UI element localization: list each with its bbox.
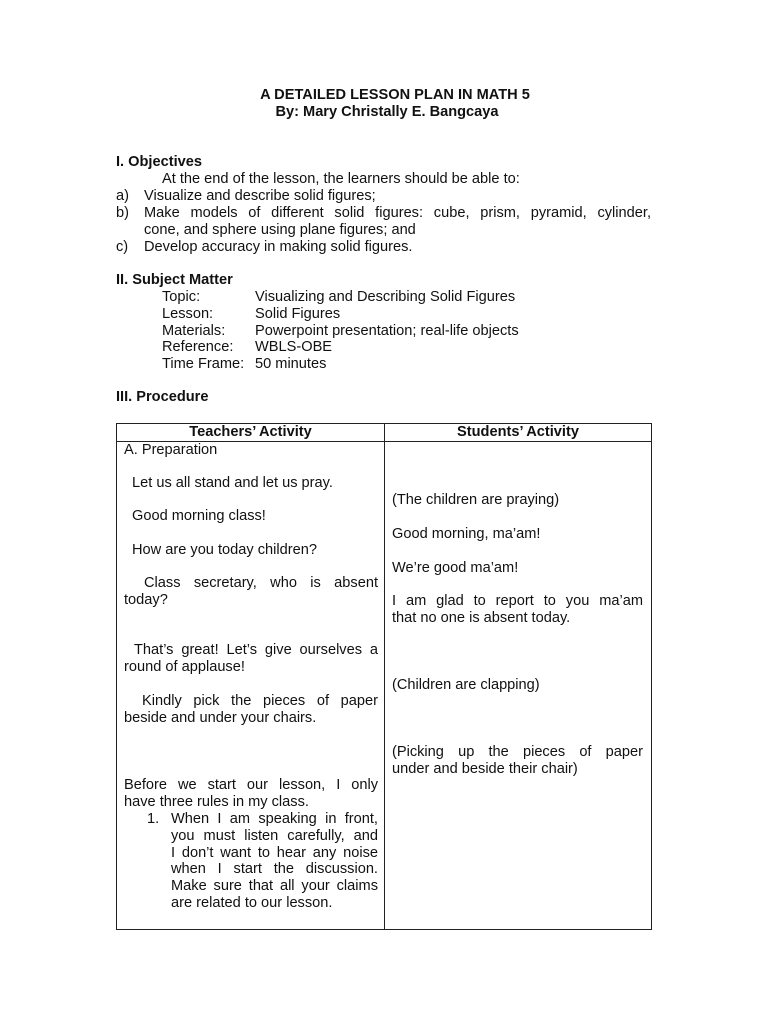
subject-value: WBLS-OBE [255,339,333,355]
subject-value: Visualizing and Describing Solid Figures [255,289,516,305]
objective-c-text: Develop accuracy in making solid figures. [144,239,413,255]
student-praying-line: (The children are praying) [392,492,560,508]
teachers-activity-cell [117,442,385,930]
procedure-heading: III. Procedure [116,389,209,405]
teacher-absent-line: Class secretary, who is absent today? [124,575,378,608]
procedure-table [116,423,652,930]
subject-matter-heading: II. Subject Matter [116,272,233,288]
student-report-line: I am glad to report to you ma’am that no one is absent today. [392,593,643,626]
objective-b-text-line2: cone, and sphere using plane figures; and [144,222,416,238]
student-pick-line: (Picking up the pieces of paper under and beside their chair) [392,744,643,777]
column-header-students: Students’ Activity [385,424,652,442]
subject-value: 50 minutes [255,356,327,372]
students-activity-cell [385,442,652,930]
objective-b-text-line1: Make models of different solid figures: cube, prism, pyramid, cylinder, [144,205,651,221]
rule-item-1: 1. When I am speaking in front, you must listen carefully, and I don’t want to hear any noise when I start the discussion. Make sure that all your claims are related to our lesson. [147,811,378,911]
objective-b-label: b) [116,205,129,221]
student-greet-line: Good morning, ma’am! [392,526,541,542]
objective-a-label: a) [116,188,129,204]
objective-a-text: Visualize and describe solid figures; [144,188,376,204]
teacher-rules-intro: Before we start our lesson, I only have three rules in my class. [124,777,378,810]
teacher-greet-line: Good morning class! [132,508,266,524]
student-good-line: We’re good ma’am! [392,560,519,576]
teacher-pray-line: Let us all stand and let us pray. [132,475,333,491]
subject-key: Topic: [162,289,201,305]
subject-value: Solid Figures [255,306,341,322]
subject-key: Materials: [162,323,226,339]
subject-value: Powerpoint presentation; real-life objects [255,323,519,339]
teacher-paper-line: Kindly pick the pieces of paper beside and under your chairs. [124,693,378,726]
objectives-heading: I. Objectives [116,154,202,170]
teacher-how-line: How are you today children? [132,542,317,558]
subject-key: Time Frame: [162,356,245,372]
document-title: A DETAILED LESSON PLAN IN MATH 5 [260,87,530,103]
rule-number: 1. [147,811,160,827]
column-header-teachers: Teachers’ Activity [117,424,385,442]
subject-key: Lesson: [162,306,214,322]
teacher-great-line: That’s great! Let’s give ourselves a round of applause! [124,642,378,675]
document-author: By: Mary Christally E. Bangcaya [275,104,499,120]
student-clap-line: (Children are clapping) [392,677,540,693]
preparation-label: A. Preparation [124,442,218,458]
rules-list [124,811,378,912]
subject-key: Reference: [162,339,234,355]
objectives-intro: At the end of the lesson, the learners should be able to: [162,171,520,187]
objective-c-label: c) [116,239,129,255]
